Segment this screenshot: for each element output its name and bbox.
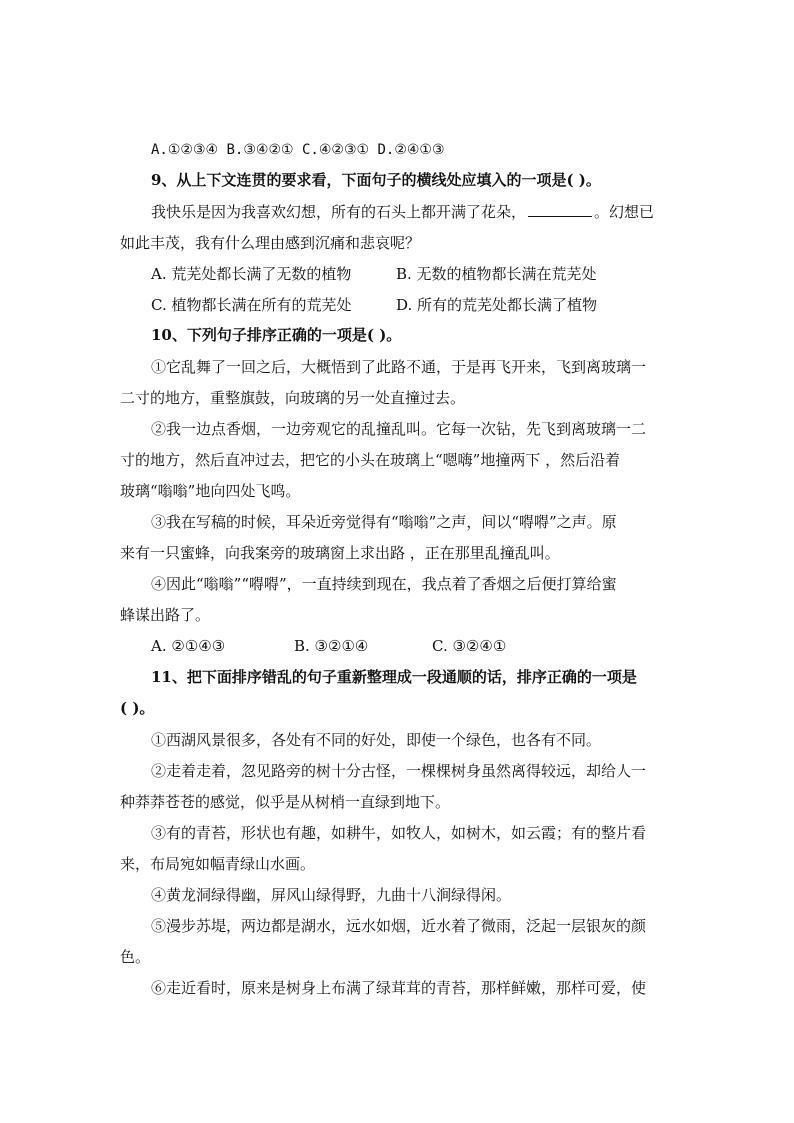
q9-stem-line1	[0, 202, 794, 222]
q9-option-d: D. 所有的荒芜处都长满了植物	[396, 296, 598, 314]
q10-option-c: C. ③②④①	[432, 637, 507, 655]
q9-option-c: C. 植物都长满在所有的荒芜处	[151, 296, 352, 314]
q8-options: A.①②③④ B.③④②① C.④②③① D.②④①③	[151, 142, 445, 158]
q10-option-b: B. ③②①④	[294, 637, 369, 655]
q11-sentence1: ①西湖风景很多，各处有不同的好处，即使一个绿色，也各有不同。	[151, 731, 602, 749]
q11-sentence5-line1: ⑤漫步苏堤，两边都是湖水，远水如烟，近水着了微雨，泛起一层银灰的颜	[151, 917, 647, 935]
q11-sentence3-line1: ③有的青苔，形状也有趣，如耕牛，如牧人，如树木，如云霞；有的整片看	[151, 824, 647, 842]
q10-sentence2-line2: 寸的地方，然后直冲过去，把它的小头在玻璃上“嗯嗨”地撞两下 ，然后沿着	[120, 451, 621, 469]
q9-stem-part1: 我快乐是因为我喜欢幻想，所有的石头上都开满了花朵，	[151, 203, 527, 221]
q11-sentence6-line1: ⑥走近看时，原来是树身上布满了绿茸茸的青苔，那样鲜嫩，那样可爱，使	[151, 979, 647, 997]
q11-question-line1: 11、把下面排序错乱的句子重新整理成一段通顺的话，排序正确的一项是	[151, 668, 637, 686]
q10-sentence4-line1: ④因此“嗡嗡”“嘚嘚”，一直持续到现在，我点着了香烟之后便打算给蜜	[151, 575, 617, 593]
q10-sentence1-line1: ①它乱舞了一回之后，大概悟到了此路不通，于是再飞开来，飞到离玻璃一	[151, 358, 647, 376]
q9-stem-part2: 。幻想已	[594, 203, 655, 221]
q9-option-a: A. 荒芜处都长满了无数的植物	[151, 265, 352, 283]
q10-sentence3-line1: ③我在写稿的时候，耳朵近旁觉得有“嗡嗡”之声，间以“嘚嘚”之声。原	[151, 513, 617, 531]
q10-sentence3-line2: 来有一只蜜蜂，向我案旁的玻璃窗上求出路 ，正在那里乱撞乱叫。	[120, 544, 560, 562]
q9-stem-line2: 如此丰茂，我有什么理由感到沉痛和悲哀呢？	[120, 234, 421, 252]
q11-sentence4: ④黄龙洞绿得幽，屏风山绿得野，九曲十八涧绿得闲。	[151, 886, 512, 904]
q10-option-a: A. ②①④③	[151, 637, 226, 655]
q11-sentence5-line2: 色。	[120, 948, 151, 966]
q11-question-line2: ( )。	[120, 699, 155, 717]
q9-options-row2	[0, 295, 794, 315]
q9-question: 9、从上下文连贯的要求看，下面句子的横线处应填入的一项是( )。	[151, 171, 601, 189]
q11-sentence2-line2: 种莽莽苍苍的感觉，似乎是从树梢一直绿到地下。	[120, 793, 451, 811]
q9-blank	[528, 202, 592, 217]
q11-sentence2-line1: ②走着走着，忽见路旁的树十分古怪，一棵棵树身虽然离得较远，却给人一	[151, 762, 647, 780]
q9-option-b: B. 无数的植物都长满在荒芜处	[396, 265, 597, 283]
q10-sentence2-line1: ②我一边点香烟，一边旁观它的乱撞乱叫。它每一次钻，先飞到离玻璃一二	[151, 420, 647, 438]
q10-options	[0, 636, 794, 656]
q9-options-row1	[0, 264, 794, 284]
q10-question: 10、下列句子排序正确的一项是( )。	[151, 326, 402, 344]
q11-sentence3-line2: 来，布局宛如幅青绿山水画。	[120, 855, 316, 873]
q10-sentence4-line2: 蜂谋出路了。	[120, 606, 211, 624]
q10-sentence1-line2: 二寸的地方，重整旗鼓，向玻璃的另一处直撞过去。	[120, 389, 466, 407]
q10-sentence2-line3: 玻璃“嗡嗡”地向四处飞鸣。	[120, 482, 301, 500]
